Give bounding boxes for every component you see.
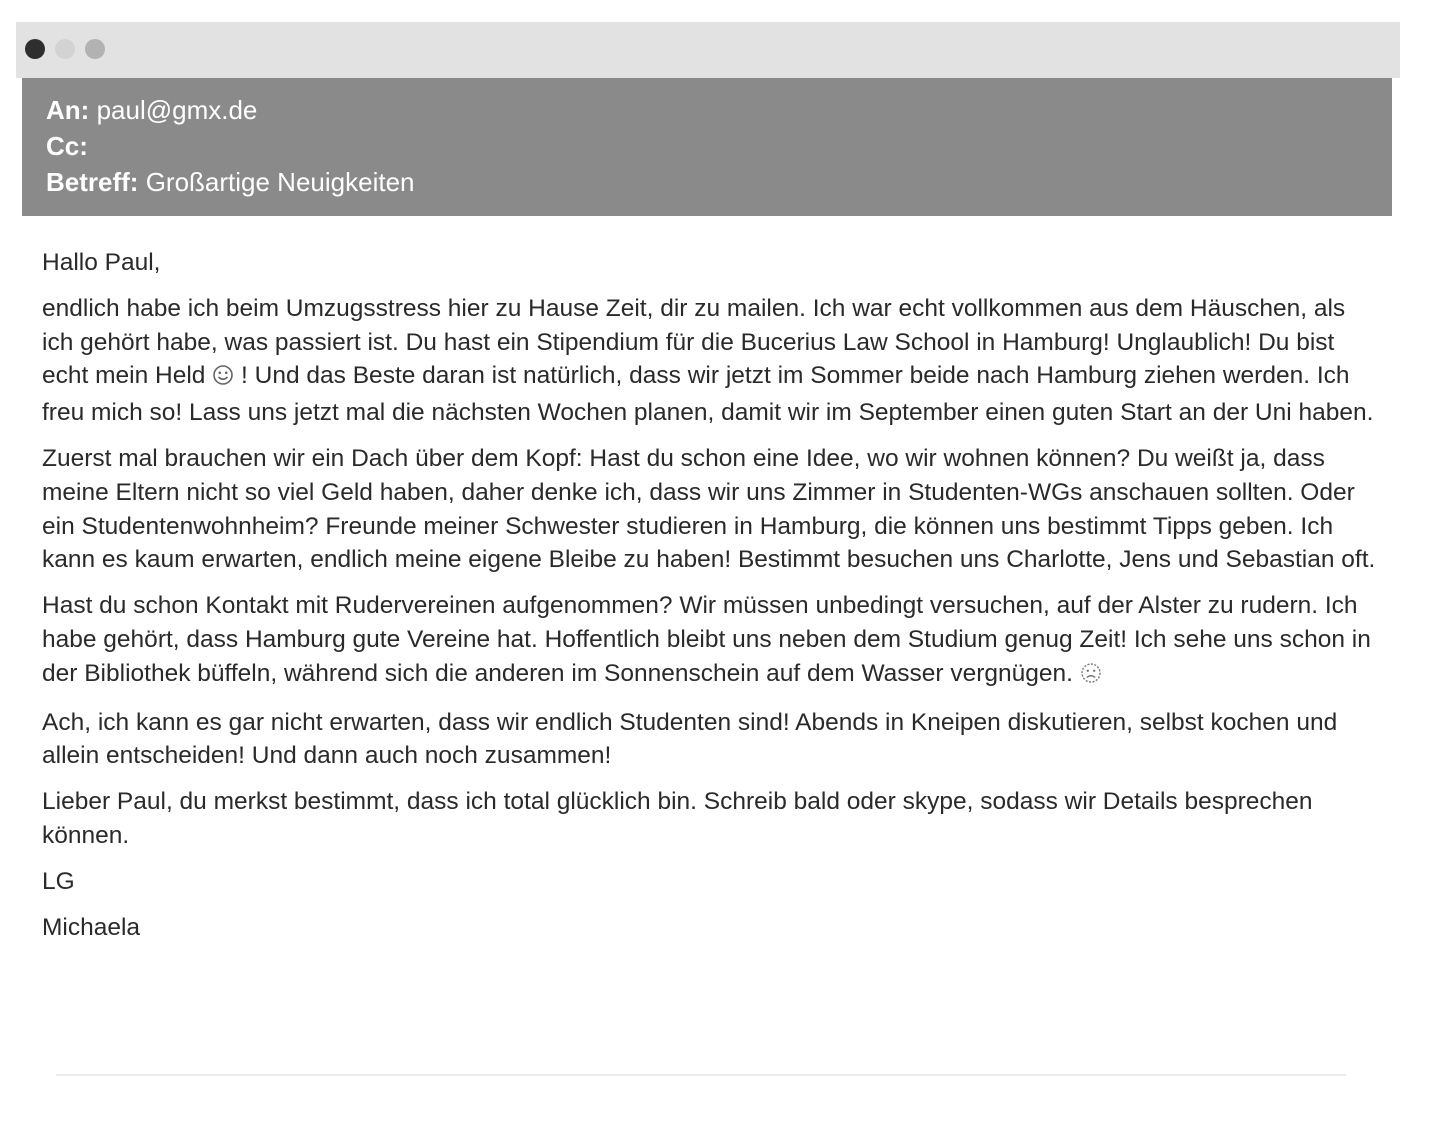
signature: Michaela [42,913,141,941]
paragraph-1-start: endlich habe ich beim Umzugsstress hier zu Hause Zeit, dir zu mailen. Ich war echt vollkommen aus dem Häuschen, als ich gehört habe, was passiert ist. Du hast ein Stipendium für die Bucerius Law School in Hamburg! Unglaublich! Du bist echt mein Held [42,294,1346,390]
closing: LG [42,867,75,895]
close-window-button[interactable] [25,39,45,59]
paragraph-5: Lieber Paul, du merkst bestimmt, dass ich total glücklich bin. Schreib bald oder skype, sodass wir Details besprechen können. [42,788,1313,849]
paragraph-1-end: ! Und das Beste daran ist natürlich, dass wir jetzt im Sommer beide nach Hamburg ziehen werden. Ich freu mich so! Lass uns jetzt mal die nächsten Wochen planen, damit wir im September einen guten Start an der Uni haben. [42,362,1374,427]
smiley-icon [212,362,234,396]
paragraph-1 [42,292,1382,430]
subject-label: Betreff: [46,167,139,197]
paragraph-4: Ach, ich kann es gar nicht erwarten, dass wir endlich Studenten sind! Abends in Kneipen diskutieren, selbst kochen und allein entscheiden! Und dann auch noch zusammen! [42,708,1338,770]
greeting: Hallo Paul, [42,249,161,276]
to-value[interactable]: paul@gmx.de [96,95,258,125]
to-field[interactable] [46,93,257,127]
maximize-window-button[interactable] [85,39,105,59]
paragraph-3-text: Hast du schon Kontakt mit Rudervereinen aufgenommen? Wir müssen unbedingt versuchen, auf der Alster zu rudern. Ich habe gehört, dass Hamburg gute Vereine hat. Hoffentlich bleibt uns neben dem Studium genug Zeit! Ich sehe uns schon in der Bibliothek büffeln, während sich die anderen im Sonnenschein auf dem Wasser vergnügen. [42,592,1371,687]
email-window [16,22,1400,1062]
email-header [22,78,1392,216]
bottom-divider [56,1074,1346,1076]
cc-field[interactable] [46,129,88,163]
to-label: An: [46,95,90,125]
title-bar [16,22,1400,78]
paragraph-2: Zuerst mal brauchen wir ein Dach über dem Kopf: Hast du schon eine Idee, wo wir wohnen können? Du weißt ja, dass meine Eltern nicht so viel Geld haben, daher denke ich, dass wir uns Zimmer in Studenten-WGs anschauen sollten. Oder ein Studentenwohnheim? Freunde meiner Schwester studieren in Hamburg, die können uns bestimmt Tipps geben. Ich kann es kaum erwarten, endlich meine eigene Bleibe zu haben! Bestimmt besuchen uns Charlotte, Jens und Sebastian oft. [42,444,1376,574]
sad-face-icon [1080,660,1102,694]
subject-field[interactable] [46,165,415,199]
minimize-window-button[interactable] [55,39,75,59]
cc-label: Cc: [46,131,88,161]
subject-value[interactable]: Großartige Neuigkeiten [145,167,415,197]
email-body[interactable] [42,246,1382,956]
paragraph-3 [42,589,1382,693]
